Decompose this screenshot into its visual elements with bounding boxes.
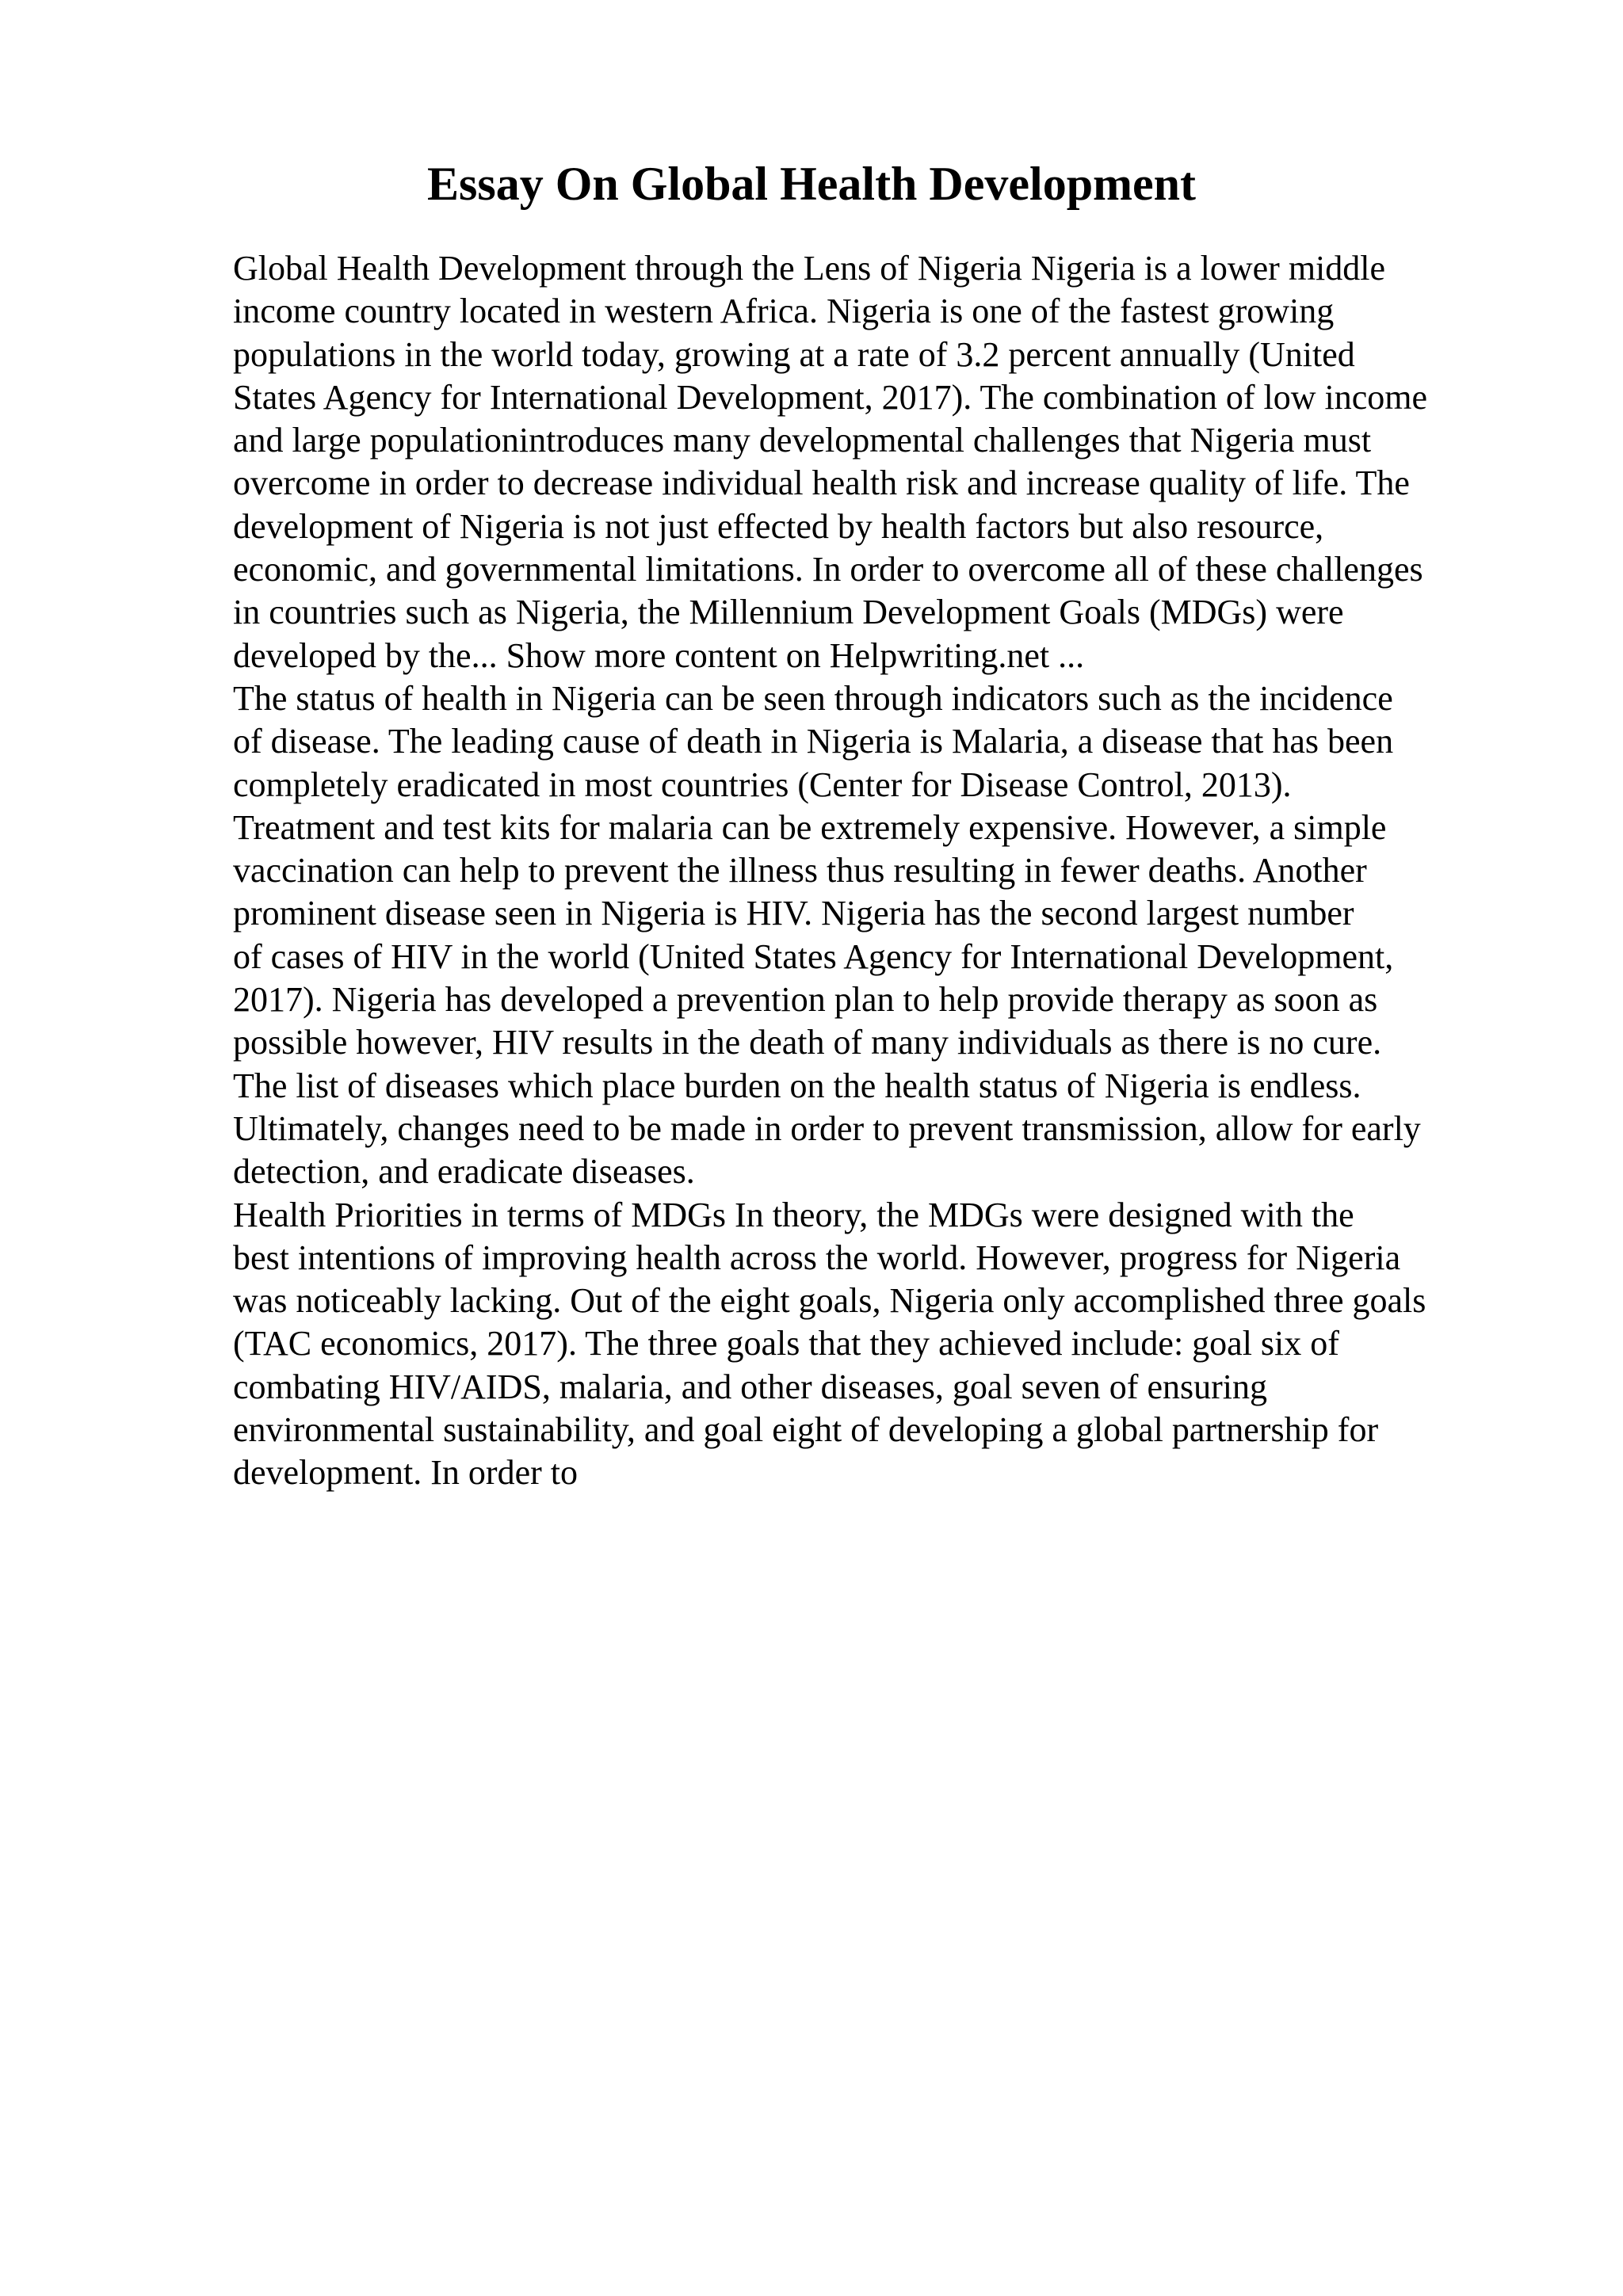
text-line: best intentions of improving health across the world. However, progress for Nigeria	[233, 1238, 1401, 1277]
text-line: Treatment and test kits for malaria can be extremely expensive. However, a simple	[233, 807, 1387, 847]
text-line: overcome in order to decrease individual health risk and increase quality of life. The	[233, 463, 1410, 503]
text-line: of cases of HIV in the world (United States Agency for International Development,	[233, 936, 1394, 976]
text-line: was noticeably lacking. Out of the eight goals, Nigeria only accomplished three goals	[233, 1281, 1426, 1321]
text-line: and large populationintroduces many developmental challenges that Nigeria must	[233, 421, 1372, 460]
text-line: 2017). Nigeria has developed a prevention plan to help provide therapy as soon as	[233, 980, 1378, 1020]
text-line: detection, and eradicate diseases.	[233, 1152, 695, 1192]
essay-body	[233, 247, 1533, 1495]
text-line: (TAC economics, 2017). The three goals that they achieved include: goal six of	[233, 1324, 1339, 1363]
text-line: prominent disease seen in Nigeria is HIV. Nigeria has the second largest number	[233, 894, 1354, 933]
text-line: development of Nigeria is not just effected by health factors but also resource,	[233, 506, 1324, 546]
text-line: developed by the... Show more content on Helpwriting.net ...	[233, 635, 1085, 675]
text-line: of disease. The leading cause of death in Nigeria is Malaria, a disease that has been	[233, 722, 1394, 761]
text-line: environmental sustainability, and goal eight of developing a global partnership for	[233, 1410, 1379, 1450]
text-line: Ultimately, changes need to be made in order to prevent transmission, allow for early	[233, 1108, 1421, 1148]
text-line: The status of health in Nigeria can be seen through indicators such as the incidence	[233, 678, 1393, 718]
text-line: combating HIV/AIDS, malaria, and other diseases, goal seven of ensuring	[233, 1367, 1267, 1406]
text-line: Global Health Development through the Lens of Nigeria Nigeria is a lower middle	[233, 249, 1386, 288]
text-line: vaccination can help to prevent the illness thus resulting in fewer deaths. Another	[233, 851, 1367, 891]
text-line: Health Priorities in terms of MDGs In theory, the MDGs were designed with the	[233, 1195, 1354, 1234]
text-line: The list of diseases which place burden on the health status of Nigeria is endless.	[233, 1066, 1361, 1105]
text-line: in countries such as Nigeria, the Millennium Development Goals (MDGs) were	[233, 593, 1344, 632]
text-line: possible however, HIV results in the death of many individuals as there is no cure.	[233, 1023, 1382, 1062]
text-line: completely eradicated in most countries (Center for Disease Control, 2013).	[233, 765, 1292, 804]
text-line: States Agency for International Development, 2017). The combination of low income	[233, 377, 1428, 417]
text-line: economic, and governmental limitations. In order to overcome all of these challenges	[233, 550, 1423, 589]
text-line: income country located in western Africa. Nigeria is one of the fastest growing	[233, 292, 1335, 331]
text-line: populations in the world today, growing at a rate of 3.2 percent annually (United	[233, 334, 1355, 374]
text-line: development. In order to	[233, 1453, 578, 1493]
page-title: Essay On Global Health Development	[426, 158, 1197, 210]
